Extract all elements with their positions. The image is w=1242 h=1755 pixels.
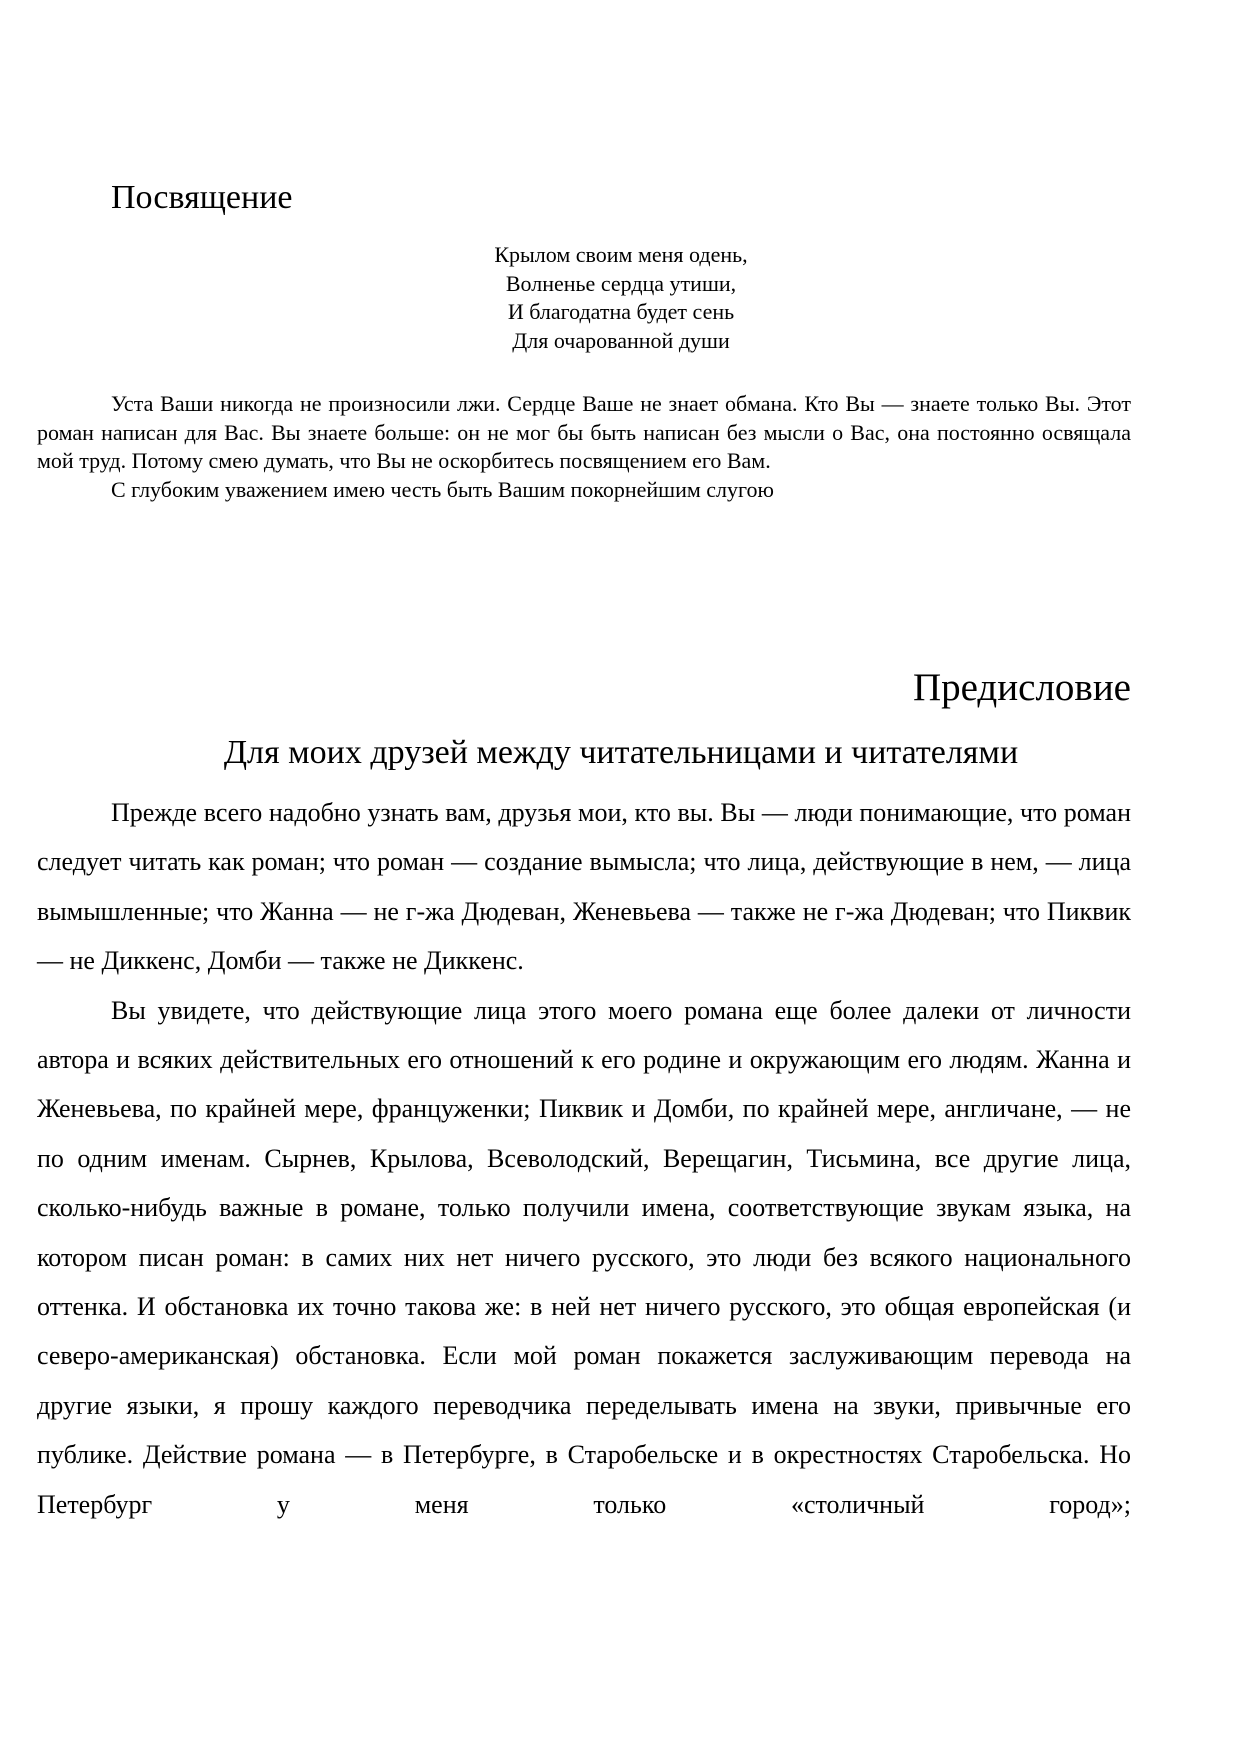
epigraph: [0, 241, 1242, 355]
epigraph-line: Для очарованной души: [512, 327, 730, 353]
dedication-paragraph: Уста Ваши никогда не произносили лжи. Сердце Ваше не знает обмана. Кто Вы — знаете только Вы. Этот роман написан для Вас. Вы знаете больше: он не мог бы быть написан без мысли о Вас, она постоянно освящала мой труд. Потому смею думать, что Вы не оскорбитесь посвящением его Вам.: [37, 391, 1131, 473]
epigraph-line: И благодатна будет сень: [507, 299, 735, 324]
dedication-heading: Посвящение: [111, 179, 293, 216]
preface-heading: Предисловие: [912, 666, 1131, 709]
preface-paragraph: Вы увидете, что действующие лица этого моего романа еще более далеки от личности автора и всяких действительных его отношений к его родине и окружающим его людям. Жанна и Женевьева, по крайней мере, француженки; Пиквик и Домби, по крайней мере, англичане, — не по одним именам. Сырнев, Крылова, Всеволодский, Верещагин, Тисьмина, все другие лица, сколько-нибудь важные в романе, только получили имена, соответствующие звукам языка, на котором писан роман: в самих них нет ничего русского, это люди без всякого национального оттенка. И обстановка их точно такова же: в ней нет ничего русского, это общая европейская (и северо-американская) обстановка. Если мой роман покажется заслуживающим перевода на другие языки, я прошу каждого переводчика переделывать имена на звуки, привычные его публике. Действие романа — в Петербурге, в Старобельске и в окрестностях Старобельска. Но Петербург у меня только «столичный город»;: [37, 995, 1131, 1519]
epigraph-line: Крылом своим меня одень,: [494, 242, 748, 267]
dedication-closing: С глубоким уважением имею честь быть Вашим покорнейшим слугою: [111, 476, 774, 502]
dedication-body: [37, 390, 1131, 504]
preface-subheading: Для моих друзей между читательницами и читателями: [223, 734, 1019, 771]
preface-body: [37, 788, 1131, 1529]
epigraph-line: Волненье сердца утиши,: [505, 270, 737, 296]
preface-paragraph: Прежде всего надобно узнать вам, друзья мои, кто вы. Вы — люди понимающие, что роман следует читать как роман; что роман — создание вымысла; что лица, действующие в нем, — лица вымышленные; что Жанна — не г-жа Дюдеван, Женевьева — также не г-жа Дюдеван; что Пиквик — не Диккенс, Домби — также не Диккенс.: [37, 798, 1131, 976]
